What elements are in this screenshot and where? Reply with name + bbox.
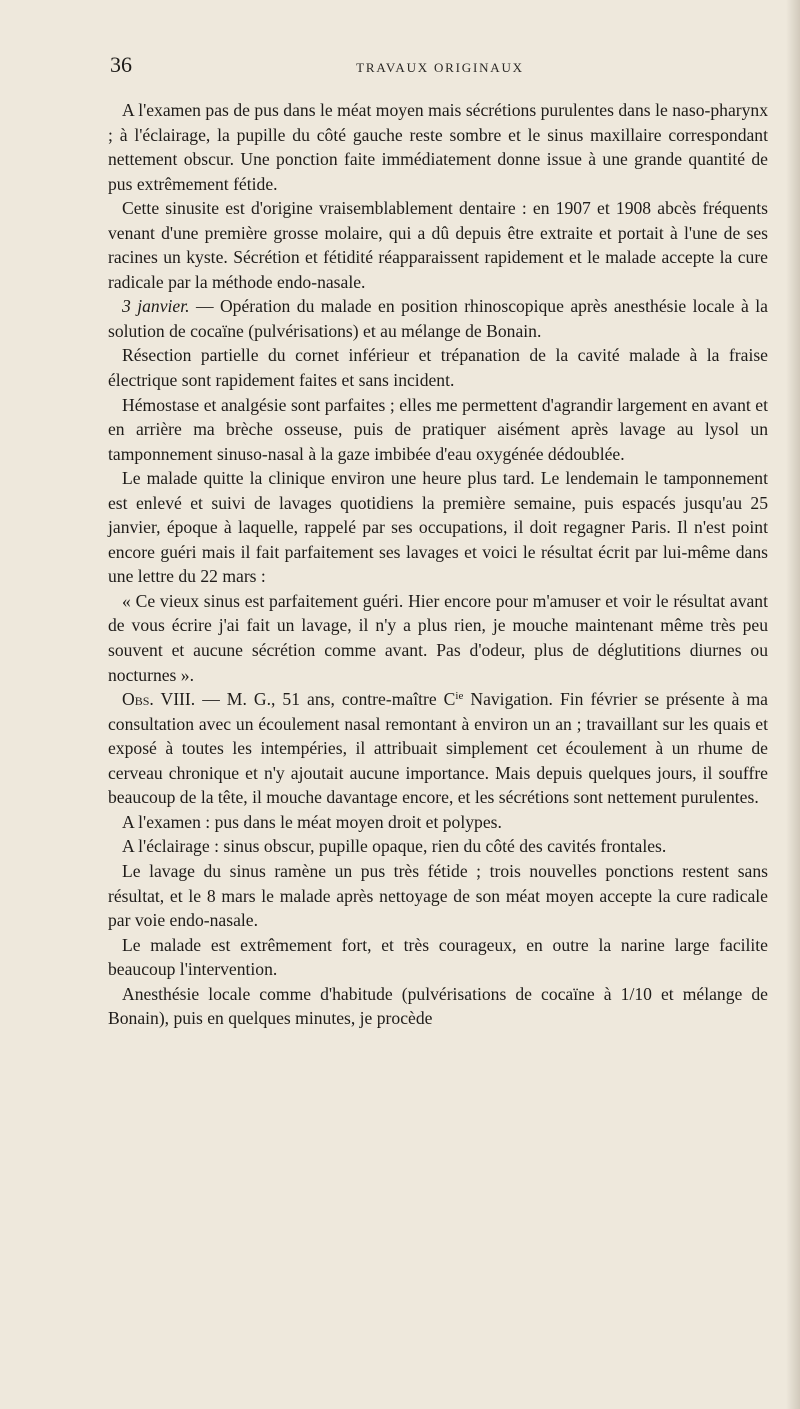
paragraph [108, 687, 768, 810]
paragraph-text: Navigation. Fin février se présente à ma consultation avec un écoulement nasal remontant à environ un an ; travaillant sur les quais et exposé à toutes les intempéries, il attribuait simplement cet écoulement à un rhume de cerveau chronique et n'y ajoutait aucune importance. Mais depuis quelques jours, il souffre beaucoup de la tête, il mouche davantage encore, et les sécrétions sont nettement purulentes. [108, 689, 768, 808]
paragraph-text: — M. G., 51 ans, contre-maître C [195, 689, 456, 710]
page-number: 36 [110, 52, 132, 77]
running-title: TRAVAUX ORIGINAUX [356, 60, 524, 75]
paragraph: Le malade quitte la clinique environ une heure plus tard. Le lendemain le tamponnement est enlevé et suivi de lavages quotidiens la première semaine, puis espacés jusqu'au 25 janvier, époque à laquelle, rappelé par ses occupations, il doit regagner Paris. Il n'est point encore guéri mais il fait parfaitement ses lavages et voici le résultat écrit par lui-même dans une lettre du 22 mars : [108, 468, 768, 587]
paragraph: A l'examen pas de pus dans le méat moyen mais sécrétions purulentes dans le naso-pharynx ; à l'éclairage, la pupille du côté gauche reste sombre et le sinus maxillaire correspondant nettement obscur. Une ponction faite immédiatement donne issue à une grande quantité de pus extrêmement fétide. [108, 100, 768, 194]
paragraph-text: — Opération du malade en position rhinoscopique après anesthésie locale à la solution de cocaïne (pulvérisations) et au mélange de Bonain. [108, 296, 768, 341]
superscript: ie [455, 690, 464, 703]
paragraph: A l'éclairage : sinus obscur, pupille opaque, rien du côté des cavités frontales. [122, 836, 667, 857]
paragraph: Anesthésie locale comme d'habitude (pulvérisations de cocaïne à 1/10 et mélange de Bonain), puis en quelques minutes, je procède [108, 983, 768, 1029]
paragraph: Le lavage du sinus ramène un pus très fétide ; trois nouvelles ponctions restent sans résultat, et le 8 mars le malade après nettoyage de son méat moyen accepte la cure radicale par voie endo-nasale. [108, 860, 768, 931]
paragraph: Cette sinusite est d'origine vraisemblablement dentaire : en 1907 et 1908 abcès fréquents venant d'une première grosse molaire, qui a dû depuis être extraite et portait à l'une de ses racines un kyste. Sécrétion et fétidité réapparaissent rapidement et le malade accepte la cure radicale par la méthode endo-nasale. [108, 198, 768, 292]
body-text [108, 98, 768, 1031]
page-edge-shadow [786, 0, 800, 1409]
paragraph: Le malade est extrêmement fort, et très courageux, en outre la narine large facilite beaucoup l'intervention. [108, 934, 768, 980]
paragraph: Résection partielle du cornet inférieur et trépanation de la cavité malade à la fraise électrique sont rapidement faites et sans incident. [108, 345, 768, 391]
observation-label: Obs. VIII. [122, 689, 196, 710]
paragraph: Hémostase et analgésie sont parfaites ; elles me permettent d'agrandir largement en avant et en arrière ma brèche osseuse, puis de pratiquer aisément après lavage au lysol un tamponnement sinuso-nasal à la gaze imbibée d'eau oxygénée dédoublée. [108, 394, 768, 464]
date-lead: 3 janvier. [122, 296, 190, 317]
paragraph: « Ce vieux sinus est parfaitement guéri. Hier encore pour m'amuser et voir le résultat avant de vous écrire j'ai fait un lavage, il n'y a plus rien, je mouche maintenant même très peu souvent et aucune sécrétion comme avant. Pas d'odeur, plus de déglutitions diurnes ou nocturnes ». [108, 590, 768, 685]
paragraph: A l'examen : pus dans le méat moyen droit et polypes. [122, 811, 502, 832]
page-header [110, 52, 770, 82]
paragraph [108, 294, 768, 343]
